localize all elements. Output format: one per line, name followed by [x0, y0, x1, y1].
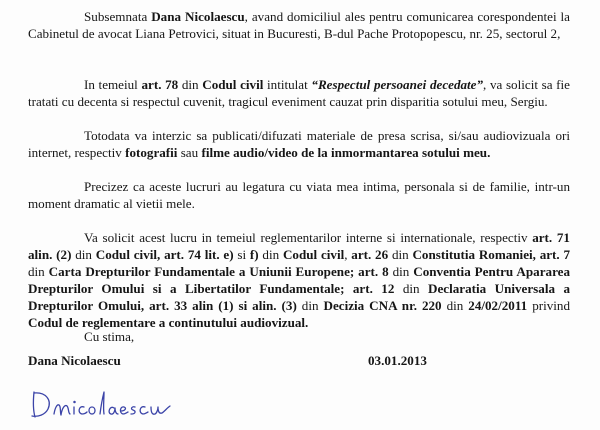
emphasis: filme audio/video de la inmormantarea sotului meu. [201, 145, 491, 160]
paragraph-request [28, 76, 570, 110]
closing-salutation: Cu stima, [84, 329, 135, 344]
text: din [441, 298, 469, 313]
text: din [258, 247, 283, 262]
emphasis: fotografii [125, 145, 178, 160]
text: din [71, 247, 96, 262]
text: Subsemnata [84, 9, 152, 24]
text: Precizez ca aceste lucruri au legatura cu viata mea intima, personala si de familie, intr-un moment dramatic al vietii mele. [28, 179, 570, 211]
text: sau [177, 145, 202, 160]
legal-reference: Constitutia Romaniei, art. 7 [412, 247, 571, 262]
legal-reference: Decizia CNA nr. 220 [323, 298, 442, 313]
legal-reference: art. 26 [351, 247, 389, 262]
text: Totodata va interzic sa publicati/difuzati materiale de presa scrisa, si/sau audiovizuala ori internet, respectiv [28, 128, 570, 160]
text: din [388, 247, 413, 262]
article-reference: art. 78 [141, 77, 179, 92]
text: , va solicit sa fie tratati cu decenta si respectul cuvenit, tragicul eveniment cauzat prin disparitia sotului meu, Sergiu. [28, 77, 570, 109]
text: intitulat [263, 77, 312, 92]
text: , avand domiciliul ales pentru comunicarea corespondentei la Cabinetul de avocat Liana Petrovici, situat in Bucuresti, B-dul Pache Protopopescu, nr. 25, sectorul 2, [28, 9, 570, 41]
legal-reference: Codul de reglementare a continutului audiovizual. [28, 315, 309, 330]
legal-reference: Codul civil [282, 247, 345, 262]
text: din [296, 298, 324, 313]
text: Va solicit acest lucru in temeiul reglementarilor interne si internationale, respectiv [84, 230, 533, 245]
paragraph-introduction [28, 8, 570, 42]
author-name: Dana Nicolaescu [151, 9, 245, 24]
text: si [233, 247, 250, 262]
text: privind [527, 298, 571, 313]
paragraph-prohibition [28, 127, 570, 161]
article-title: “Respectul persoanei decedate” [311, 77, 484, 92]
legal-reference: f) [249, 247, 259, 262]
paragraph-legal-basis [28, 229, 570, 331]
code-reference: Codul civil [202, 77, 264, 92]
legal-reference: 24/02/2011 [468, 298, 528, 313]
letter-date: 03.01.2013 [368, 353, 427, 368]
text: din [178, 77, 203, 92]
legal-reference: Declaratia Universala a Drepturilor Omului, art. 33 alin (1) si alin. (3) [28, 281, 570, 313]
text: In temeiul [84, 77, 142, 92]
legal-reference: art. 71 alin. (2) [28, 230, 570, 262]
text: din [394, 281, 429, 296]
legal-reference: Conventia Pentru Apararea Drepturilor Omului si a Libertatilor Fundamentale; art. 12 [28, 264, 571, 296]
signer-name: Dana Nicolaescu [28, 353, 121, 368]
paragraph-privacy [28, 178, 570, 212]
legal-reference: Codul civil, art. 74 lit. e) [95, 247, 234, 262]
text: din [388, 264, 414, 279]
legal-reference: Carta Drepturilor Fundamentale a Uniunii Europene; art. 8 [48, 264, 389, 279]
handwritten-signature [24, 384, 174, 424]
text: din [28, 264, 49, 279]
text: , [344, 247, 352, 262]
